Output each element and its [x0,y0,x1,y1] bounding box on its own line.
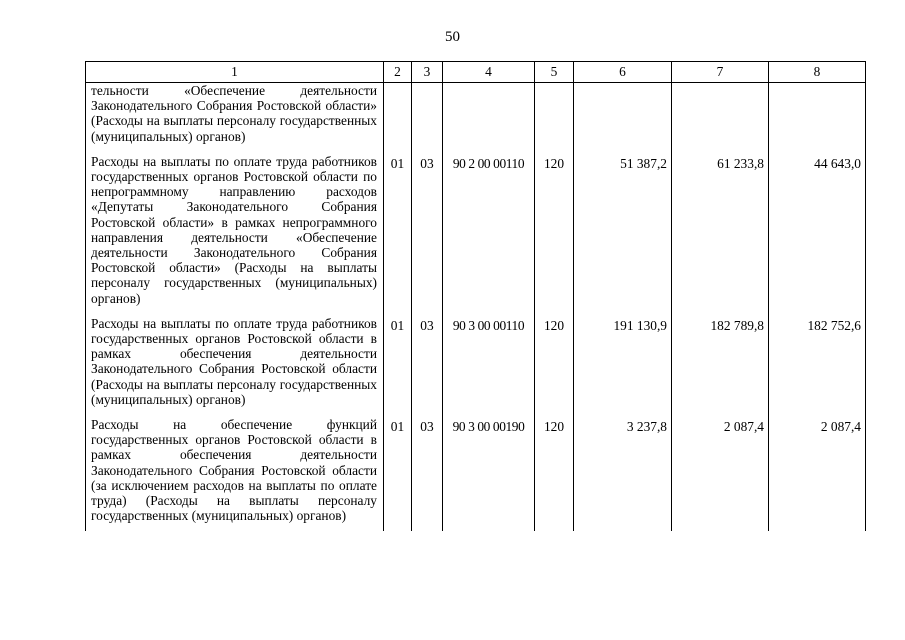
section-code: 01 [384,314,412,415]
column-header: 7 [672,62,769,83]
section-code [384,83,412,152]
amount-col8 [769,83,866,152]
table-row [86,83,866,152]
row-description: тельности «Обеспечение деятельности Законодательного Собрания Ростовской области» (Расходы на выплаты персоналу государственных (муниципальных) органов) [86,83,384,152]
amount-col6: 191 130,9 [574,314,672,415]
amount-col7: 2 087,4 [672,415,769,531]
amount-col8: 182 752,6 [769,314,866,415]
target-article-code [443,83,535,152]
amount-col7: 182 789,8 [672,314,769,415]
table-row [86,152,866,314]
section-code: 01 [384,415,412,531]
column-header: 4 [443,62,535,83]
column-header: 8 [769,62,866,83]
table-row [86,415,866,531]
expense-type-code: 120 [535,415,574,531]
subsection-code: 03 [412,314,443,415]
target-article-code: 90 3 00 00190 [443,415,535,531]
amount-col6: 51 387,2 [574,152,672,314]
amount-col7 [672,83,769,152]
table-row [86,314,866,415]
row-description: Расходы на обеспечение функций государственных органов Ростовской области в рамках обеспечения деятельности Законодательного Собрания Ростовской области (за исключением расходов на выплаты по оплате труда) (Расходы на выплаты персоналу государственных (муниципальных) органов) [86,415,384,531]
budget-table [85,61,866,531]
column-header: 2 [384,62,412,83]
column-header: 3 [412,62,443,83]
amount-col8: 44 643,0 [769,152,866,314]
expense-type-code: 120 [535,152,574,314]
amount-col8: 2 087,4 [769,415,866,531]
amount-col7: 61 233,8 [672,152,769,314]
row-description: Расходы на выплаты по оплате труда работников государственных органов Ростовской области в рамках обеспечения деятельности Законодательного Собрания Ростовской области (Расходы на выплаты персоналу государственных (муниципальных) органов) [86,314,384,415]
row-description: Расходы на выплаты по оплате труда работников государственных органов Ростовской области по непрограммному направлению расходов «Депутаты Законодательного Собрания Ростовской области» в рамках непрограммного направления деятельности «Обеспечение деятельности Законодательного Собрания Ростовской области» (Расходы на выплаты персоналу государственных (муниципальных) органов) [86,152,384,314]
column-header: 1 [86,62,384,83]
target-article-code: 90 3 00 00110 [443,314,535,415]
amount-col6: 3 237,8 [574,415,672,531]
subsection-code: 03 [412,415,443,531]
section-code: 01 [384,152,412,314]
subsection-code [412,83,443,152]
target-article-code: 90 2 00 00110 [443,152,535,314]
subsection-code: 03 [412,152,443,314]
column-header: 5 [535,62,574,83]
column-header: 6 [574,62,672,83]
expense-type-code: 120 [535,314,574,415]
amount-col6 [574,83,672,152]
expense-type-code [535,83,574,152]
page-number: 50 [445,29,460,45]
table-header-row [86,62,866,83]
